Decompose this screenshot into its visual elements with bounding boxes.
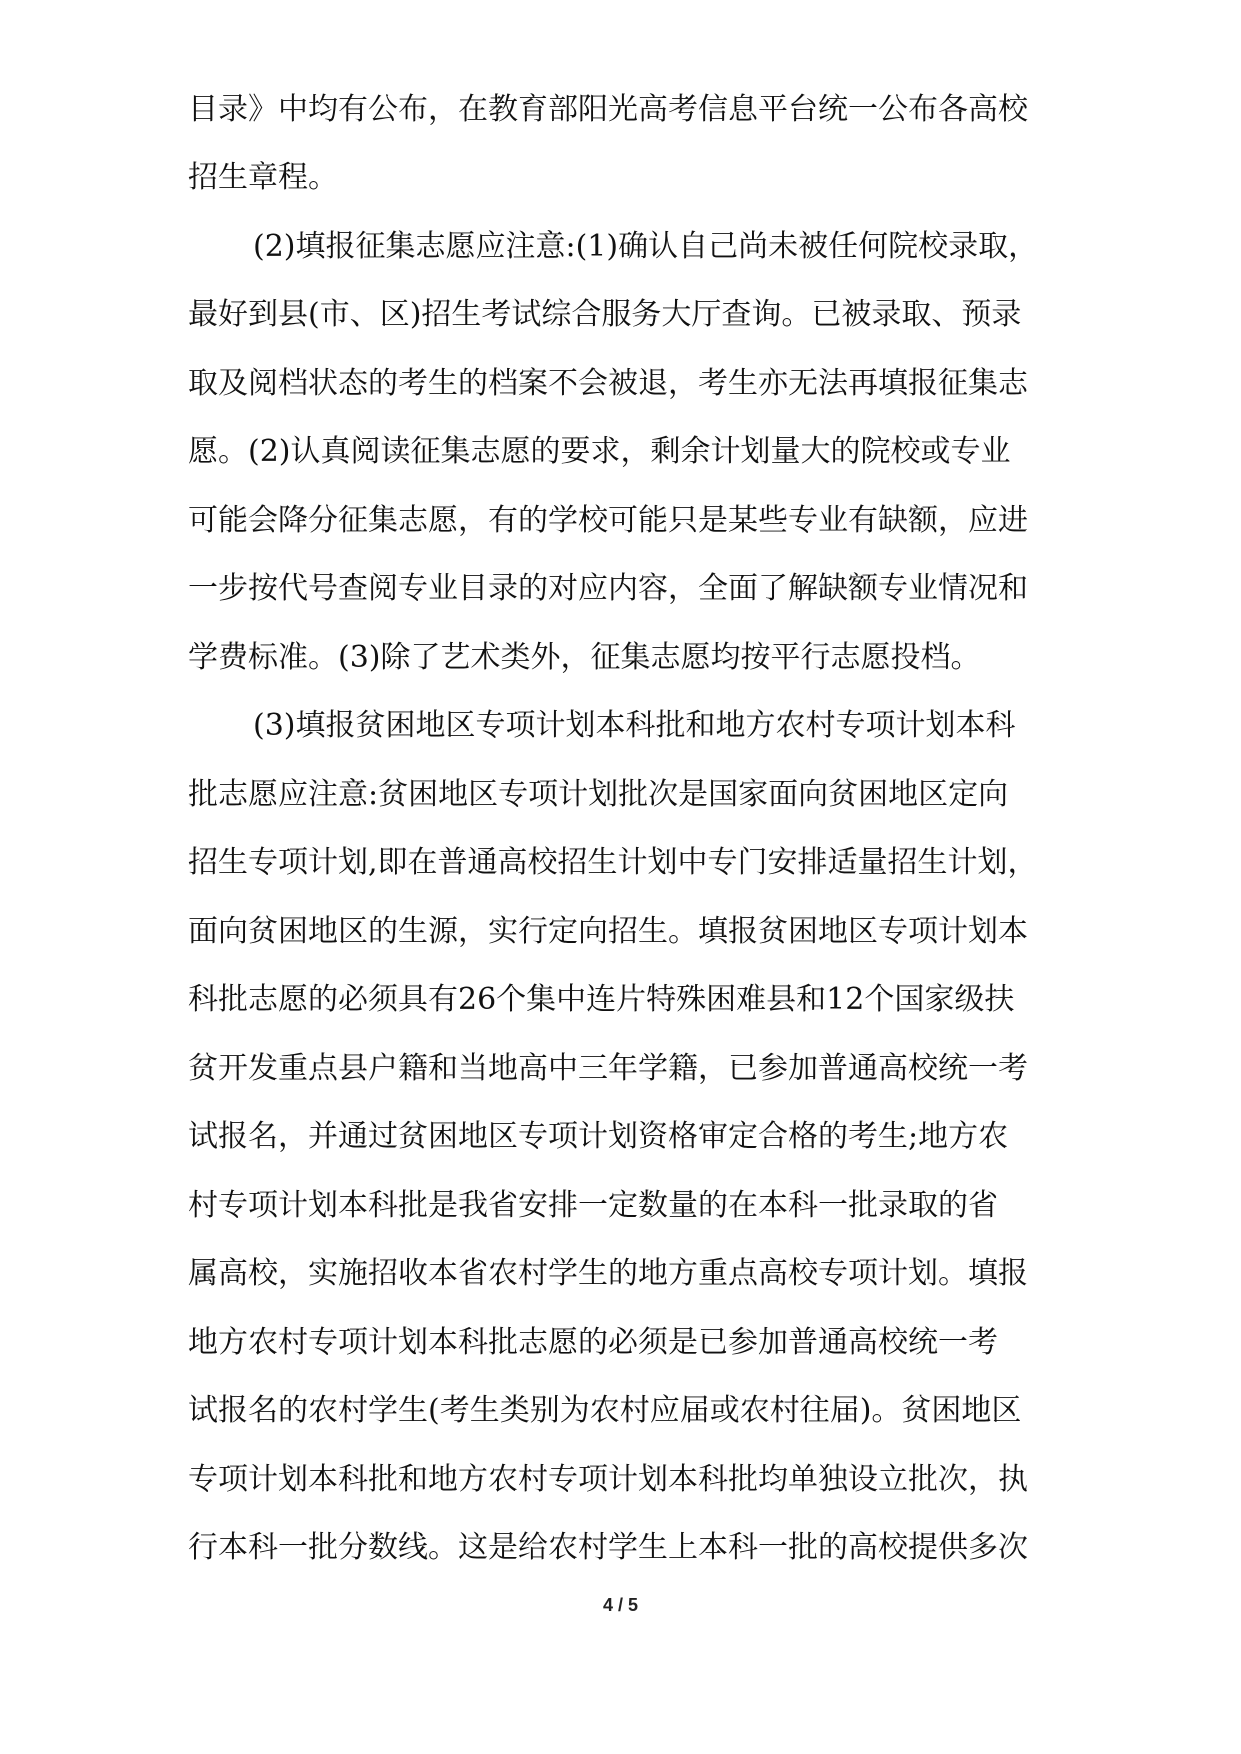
text-line: 一步按代号查阅专业目录的对应内容，全面了解缺额专业情况和 — [188, 571, 1028, 606]
text-line: 试报名，并通过贫困地区专项计划资格审定合格的考生;地方农 — [188, 1119, 1009, 1154]
text-line: 面向贫困地区的生源，实行定向招生。填报贫困地区专项计划本 — [188, 914, 1028, 949]
text-line: 可能会降分征集志愿，有的学校可能只是某些专业有缺额，应进 — [188, 503, 1028, 538]
text-line: 贫开发重点县户籍和当地高中三年学籍，已参加普通高校统一考 — [188, 1051, 1028, 1086]
text-line: 招生章程。 — [188, 160, 338, 195]
text-line: 科批志愿的必须具有26个集中连片特殊困难县和12个国家级扶 — [188, 982, 1015, 1017]
text-line: 属高校，实施招收本省农村学生的地方重点高校专项计划。填报 — [188, 1256, 1028, 1291]
text-line: 村专项计划本科批是我省安排一定数量的在本科一批录取的省 — [188, 1188, 998, 1223]
text-line: 愿。(2)认真阅读征集志愿的要求，剩余计划量大的院校或专业 — [188, 434, 1011, 469]
text-line: 取及阅档状态的考生的档案不会被退，考生亦无法再填报征集志 — [188, 366, 1028, 401]
text-line: 地方农村专项计划本科批志愿的必须是已参加普通高校统一考 — [188, 1325, 998, 1360]
text-line: 招生专项计划,即在普通高校招生计划中专门安排适量招生计划， — [188, 845, 1038, 880]
paragraph-start: (2)填报征集志愿应注意:(1)确认自己尚未被任何院校录取， — [253, 229, 1039, 264]
text-line: 学费标准。(3)除了艺术类外，征集志愿均按平行志愿投档。 — [188, 640, 981, 675]
text-line: 最好到县(市、区)招生考试综合服务大厅查询。已被录取、预录 — [188, 297, 1022, 332]
page-number: 4 / 5 — [602, 1595, 639, 1615]
text-line: 目录》中均有公布，在教育部阳光高考信息平台统一公布各高校 — [188, 92, 1028, 127]
text-line: 试报名的农村学生(考生类别为农村应届或农村往届)。贫困地区 — [188, 1393, 1022, 1428]
text-line: 专项计划本科批和地方农村专项计划本科批均单独设立批次，执 — [188, 1462, 1028, 1497]
text-line: 行本科一批分数线。这是给农村学生上本科一批的高校提供多次 — [188, 1530, 1028, 1565]
text-line: 批志愿应注意:贫困地区专项计划批次是国家面向贫困地区定向 — [188, 777, 1009, 812]
paragraph-start: (3)填报贫困地区专项计划本科批和地方农村专项计划本科 — [253, 708, 1016, 743]
